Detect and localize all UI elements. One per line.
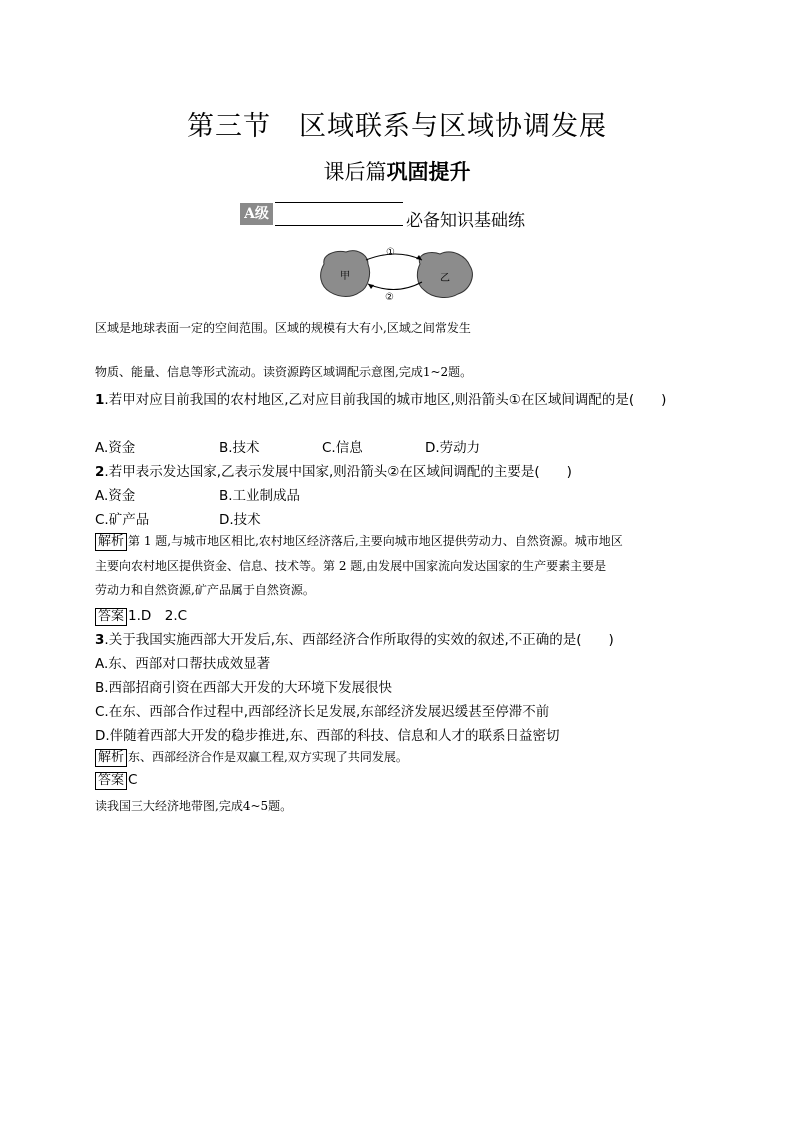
level-badge: A级 [240,203,273,225]
q3-option-a: A.东、西部对口帮扶成效显著 [95,656,271,672]
explanation-tag: 解析 [95,533,127,551]
answer-1 [95,604,187,626]
question-3 [95,628,614,648]
explanation-1-text-1: 第 1 题,与城市地区相比,农村地区经济落后,主要向城市地区提供劳动力、自然资源。城市地区 [128,534,623,548]
q3-option-c: C.在东、西部合作过程中,西部经济长足发展,东部经济发展迟缓甚至停滞不前 [95,704,550,720]
level-blank-box [275,202,403,226]
section-subtitle [0,156,794,186]
explanation-3 [95,748,408,767]
resource-flow-diagram [316,242,486,307]
q2-option-c: C.矿产品 [95,512,150,528]
q2-option-d: D.技术 [219,512,261,528]
arrow-1-label: ① [386,247,395,258]
q1-option-d: D.劳动力 [425,440,481,456]
explanation-1-line-3: 劳动力和自然资源,矿产品属于自然资源。 [95,583,315,597]
level-title: 必备知识基础练 [406,211,525,231]
q3-option-b: B.西部招商引资在西部大开发的大环境下发展很快 [95,680,393,696]
q1-option-a: A.资金 [95,440,136,456]
explanation-1-line-2: 主要向农村地区提供资金、信息、技术等。第 2 题,由发展中国家流向发达国家的生产要素主要是 [95,559,607,573]
answer-tag: 答案 [95,772,127,790]
subtitle-bold: 巩固提升 [386,160,471,184]
region-yi-label: 乙 [440,273,450,284]
intro-line-2: 物质、能量、信息等形式流动。读资源跨区域调配示意图,完成1~2题。 [95,365,473,379]
q3-option-d: D.伴随着西部大开发的稳步推进,东、西部的科技、信息和人才的联系日益密切 [95,728,560,744]
question-2-number: 2 [95,464,105,480]
question-2-text: .若甲表示发达国家,乙表示发展中国家,则沿箭头②在区域间调配的主要是( ) [104,464,572,480]
answer-3-text: C [128,772,138,788]
subtitle-prefix: 课后篇 [323,160,387,184]
intro-line-1: 区域是地球表面一定的空间范围。区域的规模有大有小,区域之间常发生 [95,321,471,335]
explanation-3-text: 东、西部经济合作是双赢工程,双方实现了共同发展。 [128,750,408,764]
arrow-2-label: ② [385,292,394,303]
q1-option-b: B.技术 [219,440,260,456]
explanation-tag: 解析 [95,749,127,767]
question-3-number: 3 [95,632,105,648]
question-2 [95,460,572,480]
q1-option-c: C.信息 [322,440,363,456]
answer-3 [95,772,137,790]
answer-1-text: 1.D 2.C [128,608,188,624]
region-jia-label: 甲 [340,271,350,282]
answer-tag: 答案 [95,608,127,626]
question-3-text: .关于我国实施西部大开发后,东、西部经济合作所取得的实效的叙述,不正确的是( ) [104,632,614,648]
outro-line: 读我国三大经济地带图,完成4~5题。 [95,799,293,813]
page-title: 第三节 区域联系与区域协调发展 [187,111,607,142]
question-1-text: .若甲对应目前我国的农村地区,乙对应目前我国的城市地区,则沿箭头①在区域间调配的是( ) [104,392,667,408]
q2-option-b: B.工业制成品 [219,488,301,504]
question-1 [95,388,666,408]
explanation-1-line-1 [95,532,623,551]
question-1-number: 1 [95,392,105,408]
q2-option-a: A.资金 [95,488,136,504]
arrow-2 [368,282,422,290]
